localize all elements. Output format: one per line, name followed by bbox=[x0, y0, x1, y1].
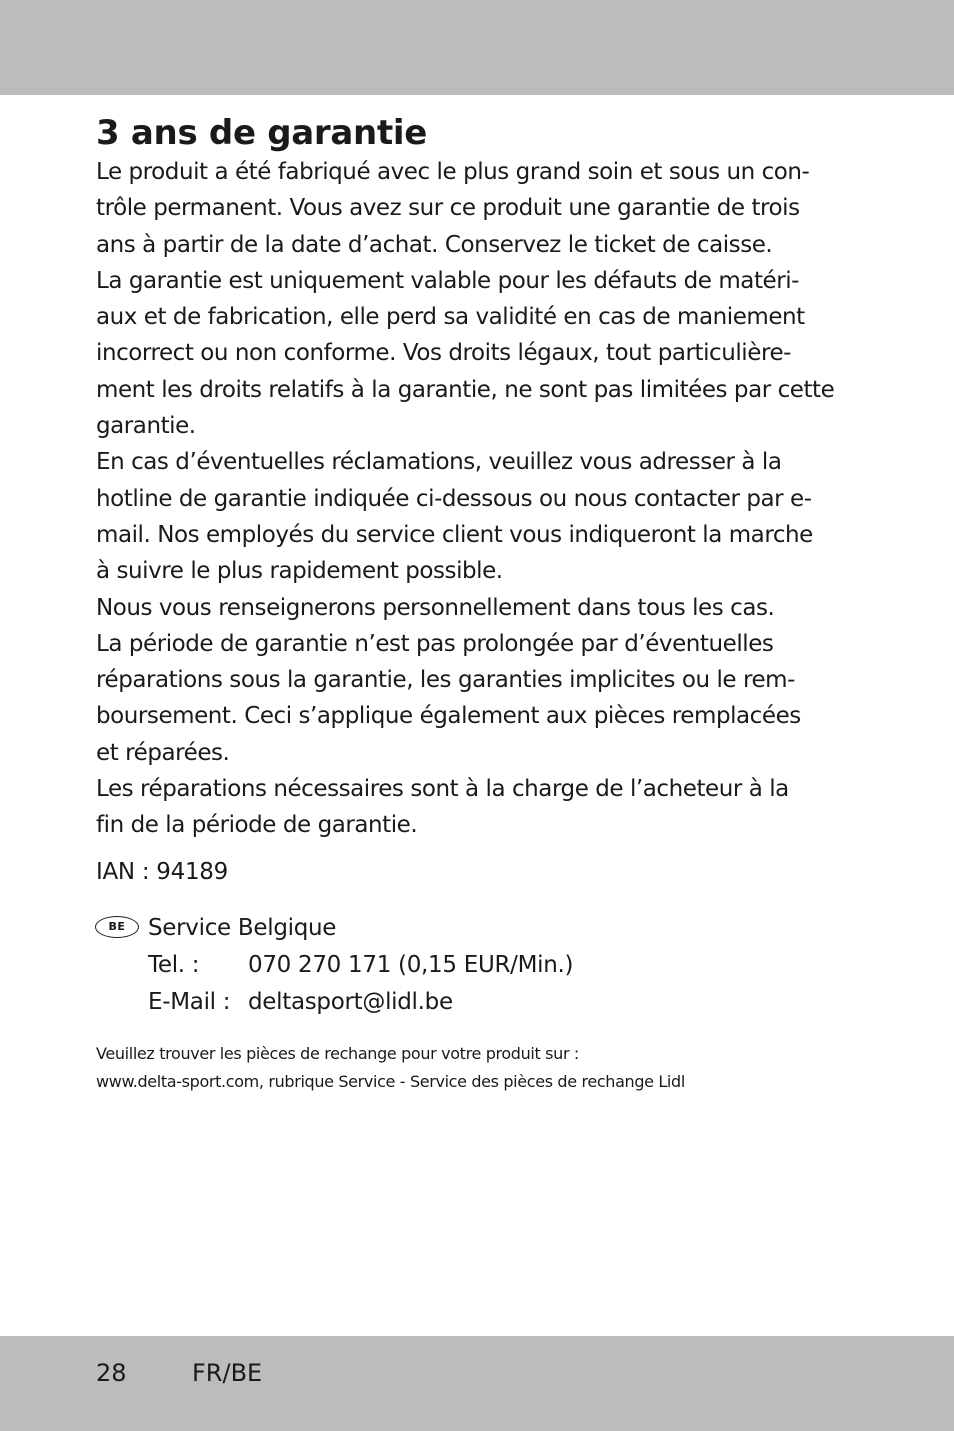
belgium-country-badge-icon: BE bbox=[95, 916, 139, 938]
body-line: trôle permanent. Vous avez sur ce produit une garantie de trois bbox=[96, 195, 800, 222]
body-line: Les réparations nécessaires sont à la charge de l’acheteur à la bbox=[96, 776, 789, 803]
body-line: aux et de fabrication, elle perd sa validité en cas de maniement bbox=[96, 304, 805, 331]
body-line: ment les droits relatifs à la garantie, ne sont pas limitées par cette bbox=[96, 376, 835, 403]
body-line: Le produit a été fabriqué avec le plus grand soin et sous un con- bbox=[96, 159, 810, 185]
body-line: à suivre le plus rapidement possible. bbox=[96, 558, 503, 585]
email-label: E-Mail : bbox=[148, 989, 231, 1015]
service-name: Service Belgique bbox=[148, 915, 337, 941]
footer-band bbox=[0, 1336, 954, 1431]
warranty-body-text bbox=[96, 154, 876, 844]
body-line: ans à partir de la date d’achat. Conservez le ticket de caisse. bbox=[96, 231, 773, 258]
body-line: et réparées. bbox=[96, 739, 230, 766]
body-line: hotline de garantie indiquée ci-dessous ou nous contacter par e- bbox=[96, 485, 812, 512]
page-number: 28 bbox=[96, 1359, 127, 1387]
body-line: mail. Nos employés du service client vous indiqueront la marche bbox=[96, 521, 813, 548]
email-address: deltasport@lidl.be bbox=[248, 989, 453, 1015]
spare-parts-line: www.delta-sport.com, rubrique Service - Service des pièces de rechange Lidl bbox=[96, 1072, 685, 1091]
body-line: La garantie est uniquement valable pour les défauts de matéri- bbox=[96, 267, 800, 294]
body-line: La période de garantie n’est pas prolongée par d’éventuelles bbox=[96, 630, 774, 657]
body-line: fin de la période de garantie. bbox=[96, 812, 418, 839]
spare-parts-note bbox=[96, 1040, 685, 1096]
spare-parts-line: Veuillez trouver les pièces de rechange pour votre produit sur : bbox=[96, 1044, 579, 1063]
tel-label: Tel. : bbox=[148, 952, 200, 978]
page-title: 3 ans de garantie bbox=[96, 113, 428, 153]
language-country-code: FR/BE bbox=[192, 1359, 263, 1387]
body-line: garantie. bbox=[96, 413, 196, 440]
body-line: incorrect ou non conforme. Vos droits légaux, tout particulière- bbox=[96, 340, 791, 367]
body-line: Nous vous renseignerons personnellement dans tous les cas. bbox=[96, 594, 775, 621]
body-line: En cas d’éventuelles réclamations, veuillez vous adresser à la bbox=[96, 449, 782, 476]
body-line: réparations sous la garantie, les garanties implicites ou le rem- bbox=[96, 667, 795, 694]
ian-number: IAN : 94189 bbox=[96, 859, 228, 885]
tel-number: 070 270 171 (0,15 EUR/Min.) bbox=[248, 952, 574, 978]
body-line: boursement. Ceci s’applique également aux pièces remplacées bbox=[96, 703, 801, 730]
header-band bbox=[0, 0, 954, 95]
